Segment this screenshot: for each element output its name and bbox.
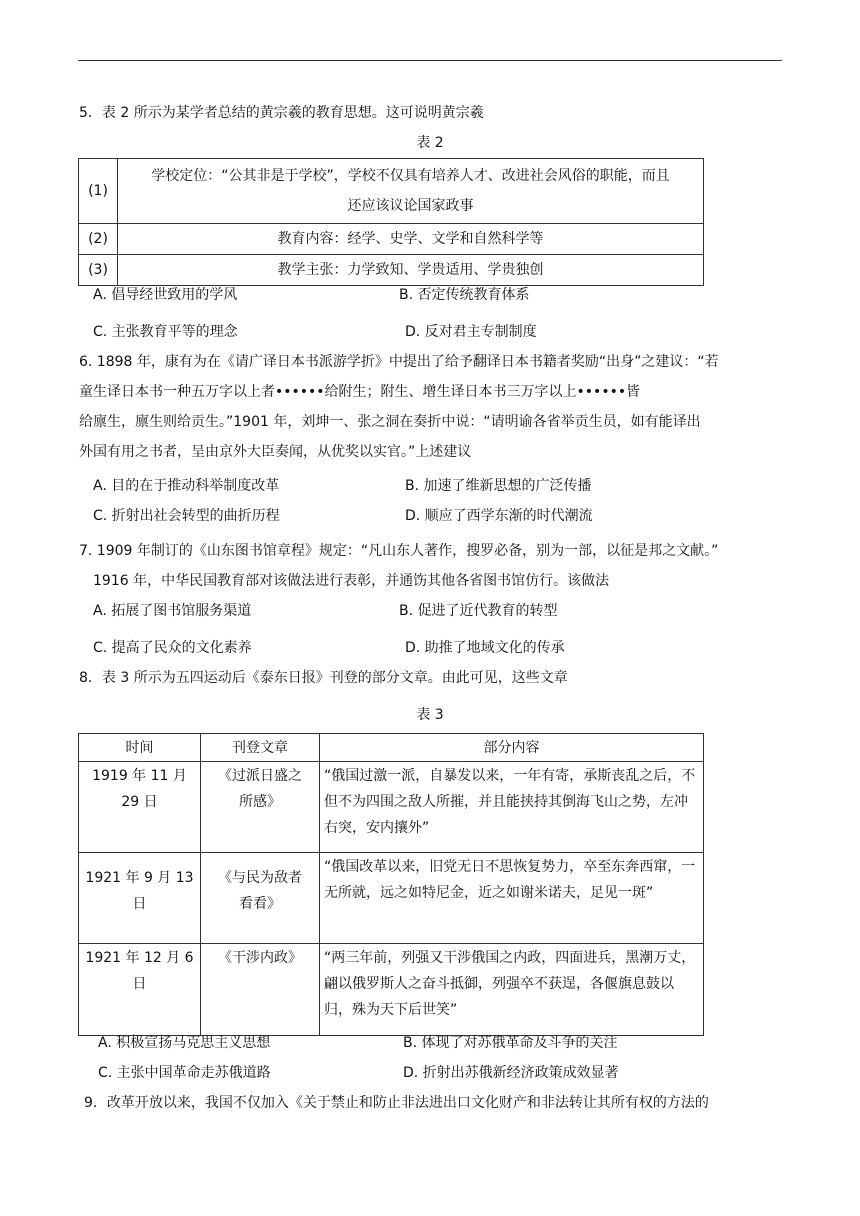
q7-option-a: A. 拓展了图书馆服务渠道 <box>93 603 252 619</box>
table-header-row <box>79 734 704 762</box>
q6-option-a: A. 目的在于推动科举制度改革 <box>93 478 280 494</box>
q5-stem: 5．表 2 所示为某学者总结的黄宗羲的教育思想。这可说明黄宗羲 <box>79 105 484 121</box>
q6-line-1: 6. 1898 年，康有为在《请广译日本书派游学折》中提出了给予翻译日本书籍者奖励“出身”之建议：“若 <box>79 354 719 370</box>
cell-content: “两三年前，列强又干涉俄国之内政，四面进兵，黑潮万丈，翩以俄罗斯人之奋斗抵御，列强卒不获逞，各偃旗息鼓以归，殊为天下后世笑” <box>320 944 704 1036</box>
q6-line-2: 童生译日本书一种五万字以上者••••••给附生；附生、增生译日本书三万字以上••••••皆 <box>79 384 641 400</box>
q5-option-b: B. 否定传统教育体系 <box>399 287 530 303</box>
q7-option-c: C. 提高了民众的文化素养 <box>93 640 252 656</box>
q8-stem: 8．表 3 所示为五四运动后《泰东日报》刊登的部分文章。由此可见，这些文章 <box>79 670 568 686</box>
row-content: 教育内容：经学、史学、文学和自然科学等 <box>118 224 704 255</box>
q7-line-2: 1916 年，中华民国教育部对该做法进行表彰，并通饬其他各省图书馆仿行。该做法 <box>93 573 610 589</box>
q7-option-b: B. 促进了近代教育的转型 <box>399 603 558 619</box>
row-content-line: 还应该议论国家政事 <box>347 198 474 214</box>
cell-article: 《过派日盛之所感》 <box>201 762 320 853</box>
table-row <box>79 224 704 255</box>
q8-option-a: A. 积极宣扬马克思主义思想 <box>98 1035 271 1051</box>
row-number: (2) <box>79 224 118 255</box>
col-header-article: 刊登文章 <box>201 734 320 762</box>
q9-stem: 9．改革开放以来，我国不仅加入《关于禁止和防止非法进出口文化财产和非法转让其所有权的方法的 <box>84 1095 709 1111</box>
row-number: (1) <box>79 159 118 224</box>
row-content <box>118 159 704 224</box>
q6-option-b: B. 加速了维新思想的广泛传播 <box>405 478 592 494</box>
cell-article: 《与民为敌者看看》 <box>201 853 320 944</box>
table-row <box>79 944 704 1036</box>
q5-option-c: C. 主张教育平等的理念 <box>93 324 238 340</box>
q7-line-1: 7. 1909 年制订的《山东图书馆章程》规定：“凡山东人著作，搜罗必备，别为一部，以征是邦之文献。” <box>79 543 719 559</box>
q7-option-d: D. 助推了地域文化的传承 <box>405 640 565 656</box>
table-row <box>79 159 704 224</box>
table-row <box>79 255 704 286</box>
table-row <box>79 853 704 944</box>
q6-line-4: 外国有用之书者，呈由京外大臣奏闻，从优奖以实官。”上述建议 <box>79 444 472 460</box>
cell-article: 《干涉内政》 <box>201 944 320 1036</box>
q8-option-d: D. 折射出苏俄新经济政策成效显著 <box>403 1065 619 1081</box>
cell-date: 1919 年 11 月 29 日 <box>79 762 201 853</box>
table2-caption: 表 2 <box>416 135 444 151</box>
col-header-time: 时间 <box>79 734 201 762</box>
row-content: 教学主张：力学致知、学贵适用、学贵独创 <box>118 255 704 286</box>
cell-date: 1921 年 12 月 6 日 <box>79 944 201 1036</box>
row-number: (3) <box>79 255 118 286</box>
header-rule <box>78 60 782 61</box>
q8-option-c: C. 主张中国革命走苏俄道路 <box>98 1065 271 1081</box>
q6-line-3: 给廪生，廪生则给贡生。”1901 年，刘坤一、张之洞在奏折中说：“请明谕各省举贡生员，如有能译出 <box>79 414 701 430</box>
q6-option-d: D. 顺应了西学东渐的时代潮流 <box>405 508 593 524</box>
q5-option-a: A. 倡导经世致用的学风 <box>93 287 238 303</box>
cell-date: 1921 年 9 月 13 日 <box>79 853 201 944</box>
table3-caption: 表 3 <box>416 707 444 723</box>
table3 <box>78 733 704 1036</box>
table-row <box>79 762 704 853</box>
q5-option-d: D. 反对君主专制制度 <box>405 324 537 340</box>
table2 <box>78 158 704 286</box>
col-header-content: 部分内容 <box>320 734 704 762</box>
q8-option-b: B. 体现了对苏俄革命及斗争的关注 <box>403 1035 618 1051</box>
q6-option-c: C. 折射出社会转型的曲折历程 <box>93 508 280 524</box>
cell-content: “俄国改革以来，旧党无日不思恢复势力，卒至东奔西窜，一无所就，远之如特尼金，近之如谢米诺夫，足见一斑” <box>320 853 704 944</box>
cell-content: “俄国过激一派，自暴发以来，一年有寄，承斯丧乱之后，不但不为四围之敌人所摧，并且能挟持其倒海飞山之势，左冲右突，安内攘外” <box>320 762 704 853</box>
row-content-line: 学校定位：“公其非是于学校”，学校不仅具有培养人才、改进社会风俗的职能，而且 <box>151 168 670 184</box>
